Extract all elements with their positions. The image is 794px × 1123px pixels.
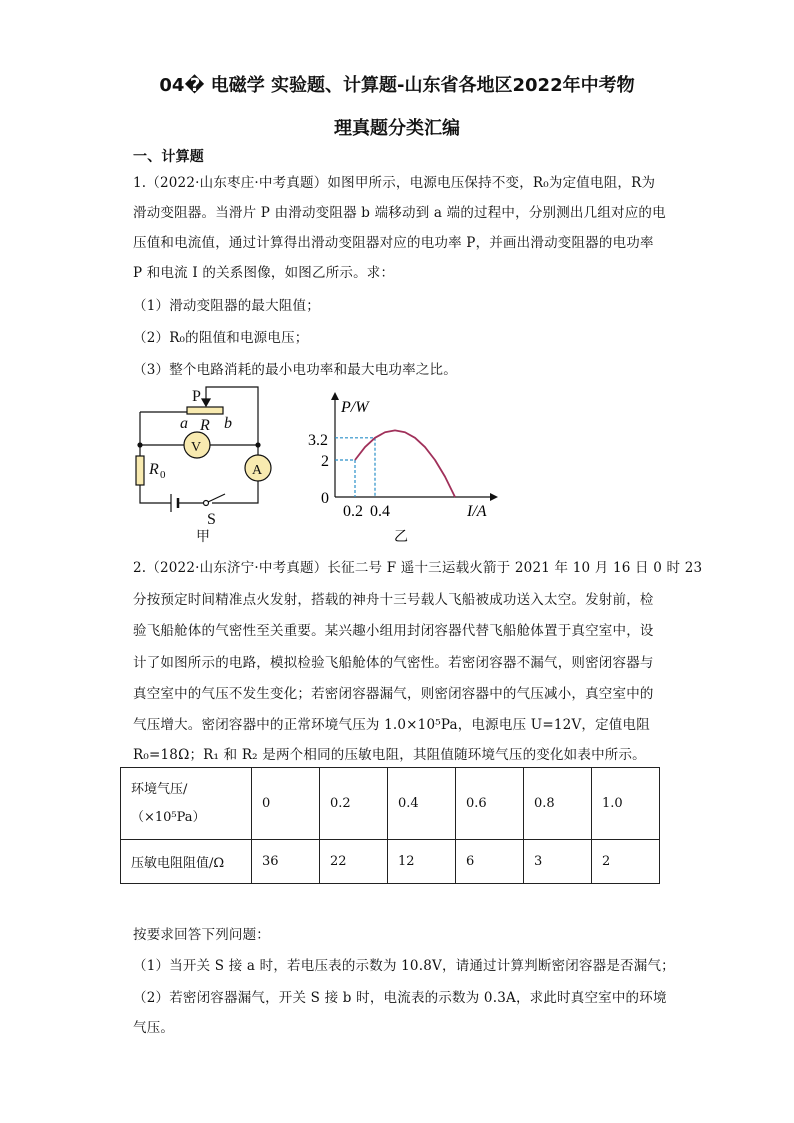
wire [140, 485, 171, 503]
table-cell: 22 [320, 840, 388, 884]
label-b: b [224, 415, 232, 432]
x-axis-arrow-icon [490, 493, 498, 501]
table-cell: 2 [592, 840, 660, 884]
x-axis-label: I/A [467, 503, 487, 520]
q2-line: 气压增大。密闭容器中的正常环境气压为 1.0×10⁵Pa，电源电压 U=12V，定值电阻 [133, 717, 650, 733]
q2-after-line: （1）当开关 S 接 a 时，若电压表的示数为 10.8V，请通过计算判断密闭容器是否漏气； [133, 958, 675, 974]
q2-after-line: 气压。 [133, 1020, 175, 1036]
table-row [121, 768, 660, 840]
label-a: a [180, 415, 188, 432]
table-cell: 0.4 [388, 768, 456, 840]
q2-after-line: （2）若密闭容器漏气，开关 S 接 b 时，电流表的示数为 0.3A，求此时真空室中的环境 [133, 990, 667, 1006]
label-r0: R [149, 461, 159, 478]
label-amp: A [252, 463, 263, 478]
circuit-diagram [136, 387, 271, 512]
label-v: V [191, 440, 202, 455]
q1-line: 压值和电流值，通过计算得出滑动变阻器对应的电功率 P，并画出滑动变阻器的电功率 [133, 235, 654, 251]
caption-yi: 乙 [394, 530, 408, 545]
doc-title-line-2: 理真题分类汇编 [334, 118, 460, 139]
table-cell: 0.6 [456, 768, 524, 840]
q2-line: 计了如图所示的电路，模拟检验飞船舱体的气密性。若密闭容器不漏气，则密闭容器与 [133, 655, 654, 671]
label-s: S [207, 511, 216, 528]
table-row-label: 压敏电阻阻值/Ω [121, 840, 252, 884]
q2-line: 分按预定时间精准点火发射，搭载的神舟十三号载人飞船被成功送入太空。发射前，检 [133, 592, 654, 608]
q1-line: 滑动变阻器。当滑片 P 由滑动变阻器 b 端移动到 a 端的过程中，分别测出几组对应的电 [133, 205, 666, 221]
pressure-resistance-table [120, 767, 660, 884]
q1-sub: （2）R₀的阻值和电源电压； [133, 330, 309, 346]
x-tick-label: 0.4 [370, 503, 390, 520]
figure-circuit-and-graph [0, 0, 794, 560]
doc-title-line-1: 04� 电磁学 实验题、计算题-山东省各地区2022年中考物 [159, 75, 635, 96]
q1-line: P 和电流 I 的关系图像，如图乙所示。求： [133, 265, 395, 281]
power-curve [355, 430, 455, 497]
q2-line: R₀=18Ω；R₁ 和 R₂ 是两个相同的压敏电阻，其阻值随环境气压的变化如表中所示。 [133, 747, 646, 763]
section-heading: 一、计算题 [133, 149, 204, 165]
table-cell: 1.0 [592, 768, 660, 840]
header-unit: （×10⁵Pa） [131, 809, 206, 825]
q2-after-line: 按要求回答下列问题： [133, 927, 270, 943]
table-row [121, 840, 660, 884]
q1-sub: （3）整个电路消耗的最小电功率和最大电功率之比。 [133, 362, 457, 378]
q2-line: 验飞船舱体的气密性至关重要。某兴趣小组用封闭容器代替飞船舱体置于真空室中，设 [133, 623, 654, 639]
rheostat [187, 407, 223, 414]
q1-line: 1.（2022·山东枣庄·中考真题）如图甲所示，电源电压保持不变，R₀为定值电阻，R为 [133, 175, 656, 191]
x-tick-label: 0.2 [343, 503, 363, 520]
caption-jia: 甲 [196, 530, 210, 545]
junction [256, 443, 260, 447]
q2-line: 2.（2022·山东济宁·中考真题）长征二号 F 遥十三运载火箭于 2021 年 10 月 16 日 0 时 23 [133, 560, 703, 576]
y-axis-label: P/W [341, 399, 369, 416]
y-axis-arrow-icon [331, 392, 339, 400]
origin-label: 0 [321, 490, 329, 507]
table-header-cell [121, 768, 252, 840]
switch-pivot [204, 501, 209, 506]
guide-line [335, 460, 355, 497]
table-cell: 0 [252, 768, 320, 840]
table-cell: 12 [388, 840, 456, 884]
switch-blade [208, 494, 225, 502]
table-cell: 6 [456, 840, 524, 884]
table-cell: 0.2 [320, 768, 388, 840]
label-r0-sub: 0 [160, 469, 166, 481]
header-label: 环境气压/ [131, 781, 188, 797]
power-current-graph [308, 392, 498, 545]
label-r: R [200, 417, 210, 434]
q1-sub: （1）滑动变阻器的最大阻值； [133, 298, 320, 314]
y-tick-label: 2 [321, 453, 329, 470]
slider-arrow-icon [202, 399, 210, 406]
table-cell: 36 [252, 840, 320, 884]
q2-line: 真空室中的气压不发生变化；若密闭容器漏气，则密闭容器中的气压减小，真空室中的 [133, 686, 654, 702]
label-p: P [192, 388, 201, 405]
table-cell: 3 [524, 840, 592, 884]
table-cell: 0.8 [524, 768, 592, 840]
resistor-r0 [136, 456, 144, 485]
wire [212, 481, 258, 503]
junction [138, 443, 142, 447]
y-tick-label: 3.2 [308, 432, 328, 449]
